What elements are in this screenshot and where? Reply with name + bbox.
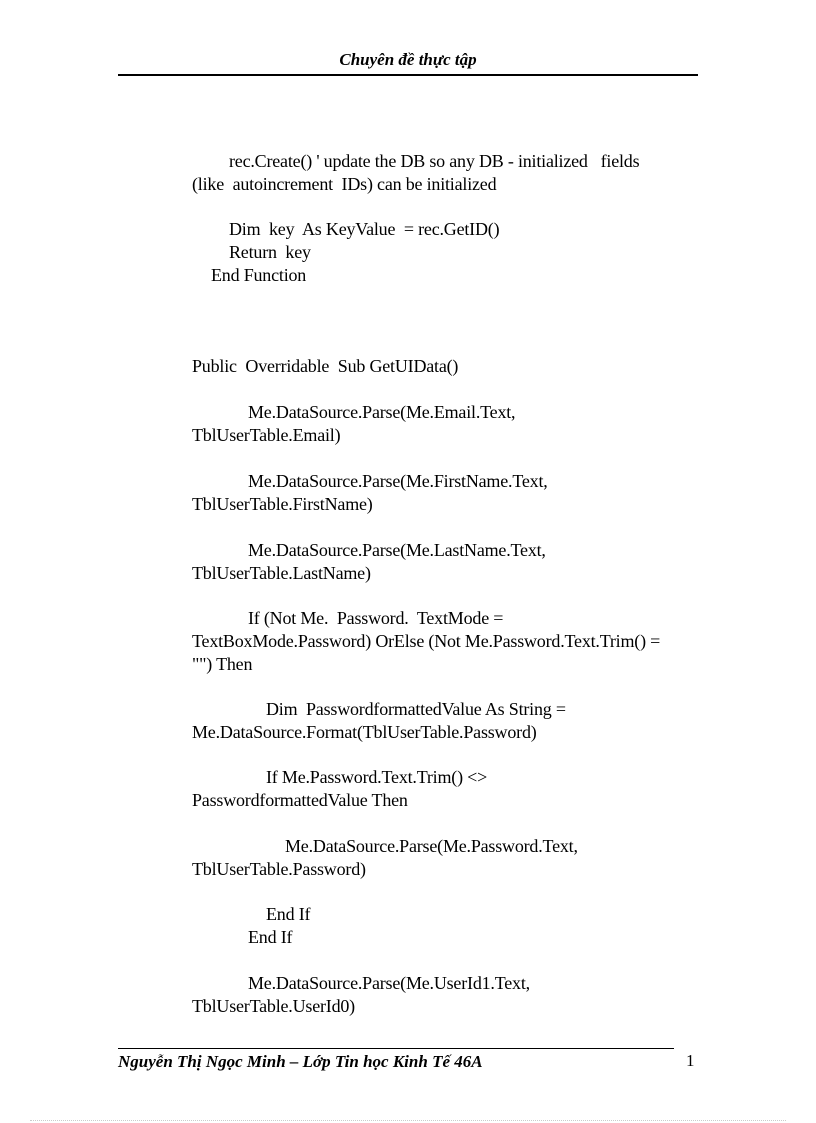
- code-line: End If: [248, 927, 293, 947]
- code-line: End Function: [211, 265, 307, 285]
- code-line: Me.DataSource.Parse(Me.Password.Text,: [285, 836, 578, 856]
- code-line: If (Not Me. Password. TextMode =: [248, 608, 504, 628]
- code-line: Dim key As KeyValue = rec.GetID(): [229, 219, 500, 239]
- header-divider: [118, 74, 698, 76]
- page-header-title: Chuyên đề thực tập: [339, 50, 477, 69]
- code-line: rec.Create() ' update the DB so any DB - initialized fields: [229, 151, 640, 171]
- footer-divider: [118, 1048, 674, 1049]
- code-line: "") Then: [192, 654, 253, 674]
- code-line: TblUserTable.Password): [192, 859, 366, 879]
- code-line: TblUserTable.UserId0): [192, 996, 355, 1016]
- code-line: Return key: [229, 242, 311, 262]
- code-line: Public Overridable Sub GetUIData(): [192, 356, 459, 376]
- code-line: TextBoxMode.Password) OrElse (Not Me.Password.Text.Trim() =: [192, 631, 661, 651]
- footer-author: Nguyễn Thị Ngọc Minh – Lớp Tin học Kinh Tế 46A: [118, 1052, 483, 1071]
- code-line: Me.DataSource.Format(TblUserTable.Password): [192, 722, 537, 742]
- code-line: Me.DataSource.Parse(Me.LastName.Text,: [248, 540, 546, 560]
- code-line: Me.DataSource.Parse(Me.UserId1.Text,: [248, 973, 530, 993]
- page-number: 1: [686, 1051, 695, 1070]
- code-line: (like autoincrement IDs) can be initialized: [192, 174, 497, 194]
- code-line: End If: [266, 904, 311, 924]
- code-line: Me.DataSource.Parse(Me.Email.Text,: [248, 402, 516, 422]
- code-line: TblUserTable.FirstName): [192, 494, 373, 514]
- page-edge-dots: [30, 1120, 786, 1121]
- code-line: PasswordformattedValue Then: [192, 790, 408, 810]
- code-line: TblUserTable.LastName): [192, 563, 371, 583]
- code-line: If Me.Password.Text.Trim() <>: [266, 767, 488, 787]
- code-line: Dim PasswordformattedValue As String =: [266, 699, 566, 719]
- code-line: TblUserTable.Email): [192, 425, 341, 445]
- code-line: Me.DataSource.Parse(Me.FirstName.Text,: [248, 471, 548, 491]
